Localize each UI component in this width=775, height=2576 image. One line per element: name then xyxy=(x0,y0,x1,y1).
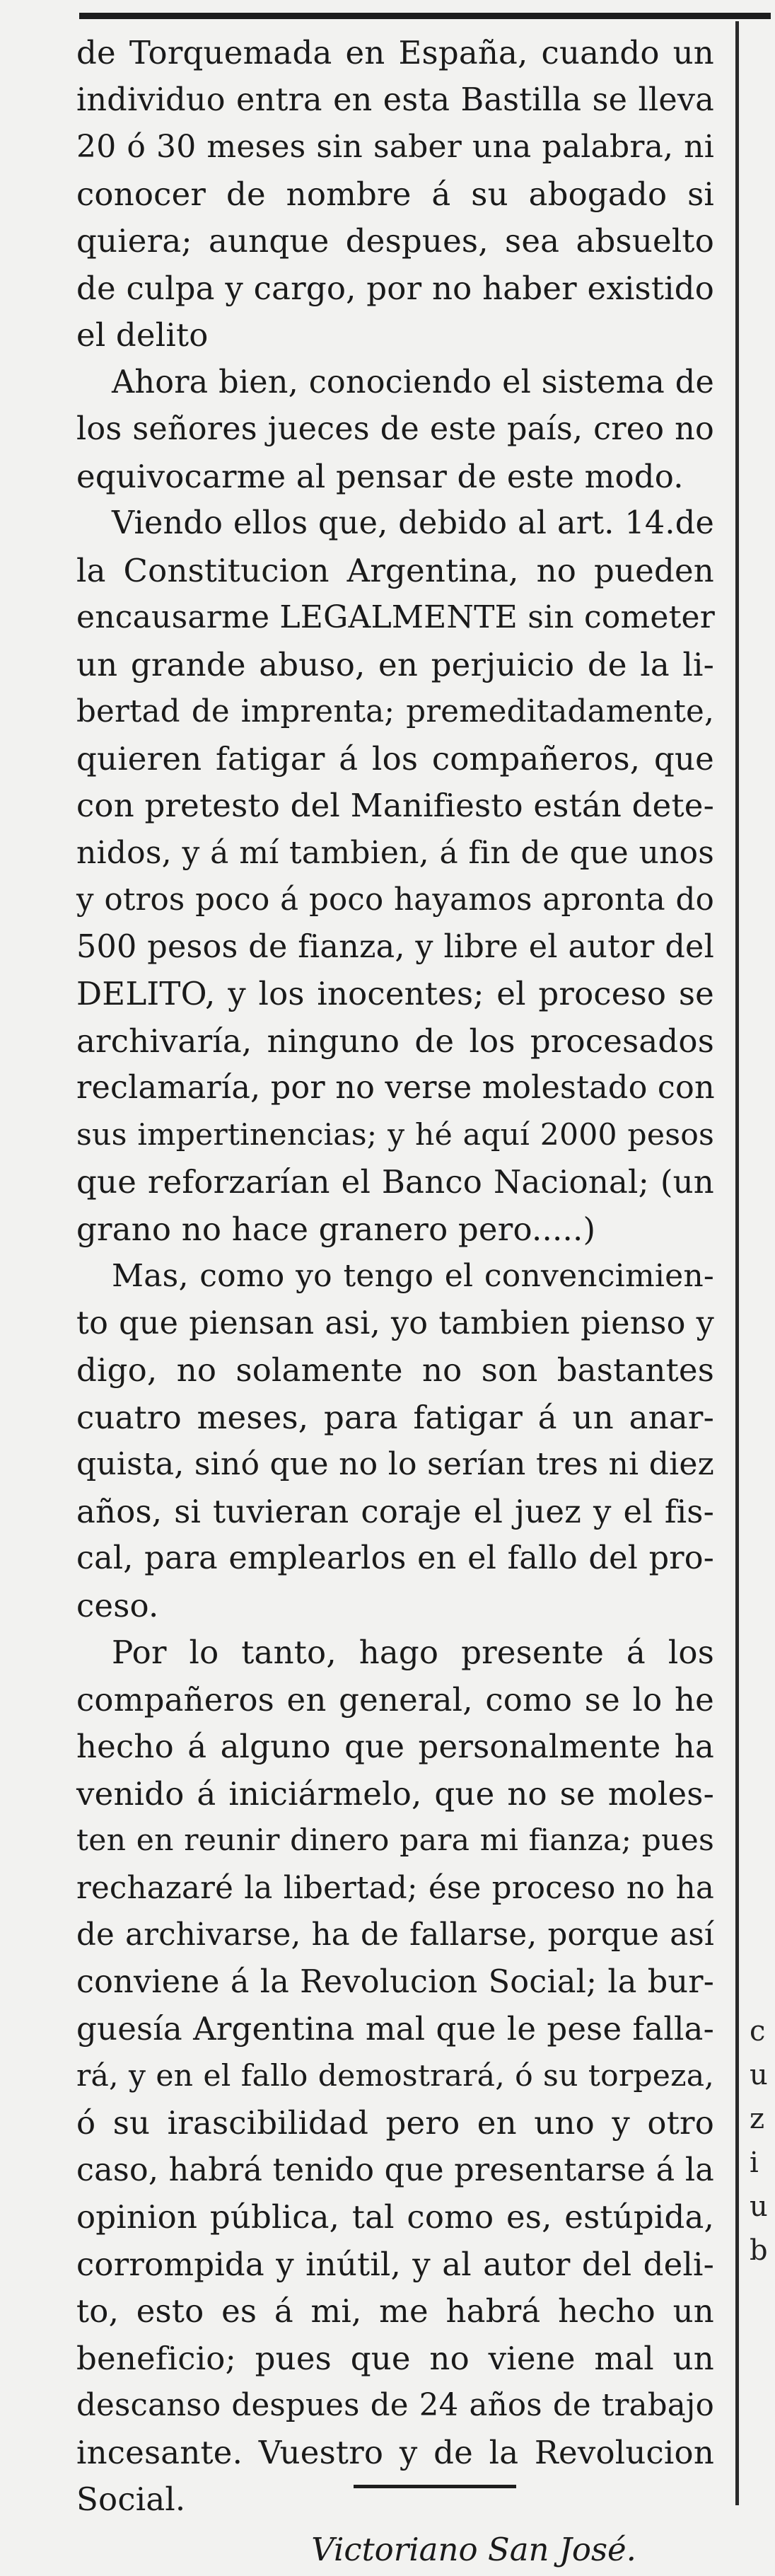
edge-glyph: b xyxy=(750,2234,768,2267)
text-line: sus impertinencias; y hé aquí 2000 pesos xyxy=(76,1117,714,1153)
text-line: la Constitucion Argentina, no pueden xyxy=(76,551,714,589)
text-line: opinion pública, tal como es, estúpida, xyxy=(76,2198,714,2236)
text-line: Mas, como yo tengo el convencimien- xyxy=(112,1258,714,1294)
text-line: caso, habrá tenido que presentarse á la xyxy=(76,2152,714,2188)
text-line: que reforzarían el Banco Nacional; (un xyxy=(76,1163,714,1201)
text-line: rá, y en el fallo demostrará, ó su torpeza, xyxy=(76,2058,714,2093)
text-line: Ahora bien, conociendo el sistema de xyxy=(112,364,714,400)
text-line: descanso despues de 24 años de trabajo xyxy=(76,2388,714,2423)
edge-glyph: u xyxy=(750,2059,768,2091)
edge-glyph: u xyxy=(750,2190,768,2223)
edge-glyph: z xyxy=(750,2103,765,2135)
text-line: encausarme LEGALMENTE sin cometer xyxy=(76,599,716,635)
text-line: ten en reunir dinero para mi fianza; pues xyxy=(76,1823,714,1858)
edge-glyph: i xyxy=(750,2147,759,2179)
text-line: conviene á la Revolucion Social; la bur- xyxy=(76,1963,714,2000)
text-line: cal, para emplearlos en el fallo del pro- xyxy=(76,1540,714,1576)
text-line: guesía Argentina mal que le pese falla- xyxy=(76,2010,714,2047)
text-line: quista, sinó que no lo serían tres ni diez xyxy=(76,1446,714,1482)
text-line: de culpa y cargo, por no haber existido xyxy=(76,269,714,307)
text-line: to, esto es á mi, me habrá hecho un xyxy=(76,2292,714,2330)
text-line: los señores jueces de este país, creo no xyxy=(76,411,714,447)
column-rule xyxy=(735,21,739,2505)
text-line: equivocarme al pensar de este modo. xyxy=(76,457,684,495)
article-column xyxy=(76,30,714,2576)
text-line: beneficio; pues que no viene mal un xyxy=(76,2339,714,2377)
text-line: años, si tuvieran coraje el juez y el fis- xyxy=(76,1492,714,1530)
text-line: DELITO, y los inocentes; el proceso se xyxy=(76,975,714,1012)
text-line: 20 ó 30 meses sin saber una palabra, ni xyxy=(76,129,714,165)
text-line: quieren fatigar á los compañeros, que xyxy=(76,739,714,778)
text-line: 500 pesos de fianza, y libre el autor del xyxy=(76,928,714,965)
text-line: to que piensan asi, yo tambien pienso y xyxy=(76,1305,714,1341)
author-signature: Victoriano San José. xyxy=(311,2530,636,2568)
text-line: de archivarse, ha de fallarse, porque así xyxy=(76,1917,714,1953)
end-rule xyxy=(354,2485,516,2488)
text-line: compañeros en general, como se lo he xyxy=(76,1680,714,1719)
text-line: ó su irascibilidad pero en uno y otro xyxy=(76,2104,714,2142)
text-line: archivaría, ninguno de los procesados xyxy=(76,1022,714,1060)
text-line: Viendo ellos que, debido al art. 14.de xyxy=(112,505,714,541)
text-line: el delito xyxy=(76,316,209,354)
text-line: hecho á alguno que personalmente ha xyxy=(76,1728,714,1765)
text-line: reclamaría, por no verse molestado con xyxy=(76,1070,715,1106)
top-rule xyxy=(79,13,771,19)
text-line: digo, no solamente no son bastantes xyxy=(76,1351,714,1389)
text-line: bertad de imprenta; premeditadamente, xyxy=(76,694,714,729)
adjacent-column-fragment xyxy=(750,2009,771,2272)
text-line: y otros poco á poco hayamos apronta do xyxy=(76,882,714,918)
text-line: incesante. Vuestro y de la Revolucion xyxy=(76,2433,714,2471)
text-line: con pretesto del Manifiesto están dete- xyxy=(76,787,714,824)
text-line: quiera; aunque despues, sea absuelto xyxy=(76,222,714,260)
text-line: venido á iniciármelo, que no se moles- xyxy=(76,1774,714,1813)
text-line: individuo entra en esta Bastilla se lleva xyxy=(76,81,714,118)
text-line: Social. xyxy=(76,2480,186,2518)
text-line: nidos, y á mí tambien, á fin de que unos xyxy=(76,834,714,871)
text-line: grano no hace granero pero.....) xyxy=(76,1210,596,1248)
text-line: rechazaré la libertad; ése proceso no ha xyxy=(76,1870,714,1906)
edge-glyph: c xyxy=(750,2015,766,2047)
text-line: ceso. xyxy=(76,1586,159,1624)
text-line: de Torquemada en España, cuando un xyxy=(76,34,714,71)
text-line: Por lo tanto, hago presente á los xyxy=(112,1634,714,1671)
text-line: corrompida y inútil, y al autor del deli- xyxy=(76,2245,714,2283)
text-line: conocer de nombre á su abogado si xyxy=(76,175,714,213)
text-line: un grande abuso, en perjuicio de la li- xyxy=(76,645,714,683)
text-line: cuatro meses, para fatigar á un anar- xyxy=(76,1398,714,1436)
